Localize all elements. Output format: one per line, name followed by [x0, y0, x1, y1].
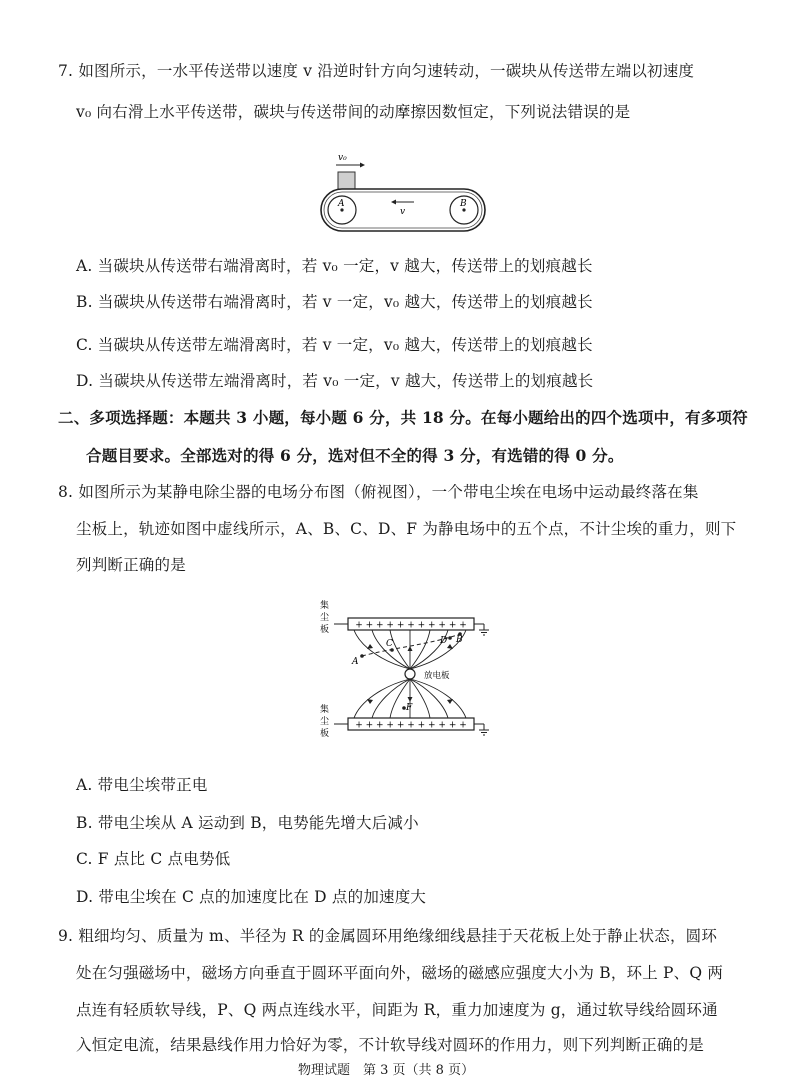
q7-conveyor-figure	[318, 146, 488, 234]
q7-option-c: C. 当碳块从传送带左端滑离时，若 v 一定，v₀ 越大，传送带上的划痕越长	[76, 336, 593, 354]
q8-stem-line2: 尘板上，轨迹如图中虚线所示，A、B、C、D、F 为静电场中的五个点，不计尘埃的重力，则下	[76, 520, 737, 538]
q8-option-c: C. F 点比 C 点电势低	[76, 850, 231, 868]
q7-stem-line1: 7. 如图所示，一水平传送带以速度 v 沿逆时针方向匀速转动，一碳块从传送带左端以初速度	[58, 62, 695, 80]
q8-option-a: A. 带电尘埃带正电	[76, 776, 208, 794]
q7-stem-line2: v₀ 向右滑上水平传送带，碳块与传送带间的动摩擦因数恒定，下列说法错误的是	[76, 103, 631, 121]
page-footer: 物理试题 第 3 页（共 8 页）	[298, 1063, 475, 1078]
bottom-plate-plus-signs: + + + + + + + + + + +	[355, 720, 467, 731]
q9-stem-line2: 处在匀强磁场中，磁场方向垂直于圆环平面向外，磁场的磁感应强度大小为 B，环上 P、Q 两	[76, 964, 724, 982]
section2-heading-line2: 合题目要求。全部选对的得 6 分，选对但不全的得 3 分，有选错的得 0 分。	[86, 446, 624, 465]
carbon-block	[338, 172, 355, 189]
q8-point-f: F	[406, 703, 413, 713]
q7-pulley-a-label: A	[338, 199, 345, 209]
q7-belt-speed-label: v	[400, 207, 406, 217]
q8-top-plate-label-3: 板	[320, 625, 330, 635]
q7-v0-label: v₀	[338, 153, 347, 163]
q7-option-a: A. 当碳块从传送带右端滑离时，若 v₀ 一定，v 越大，传送带上的划痕越长	[76, 257, 593, 275]
q8-point-c: C	[386, 639, 393, 649]
q8-point-d: D	[440, 636, 448, 646]
q8-stem-line3: 列判断正确的是	[76, 556, 186, 574]
section2-heading-line1: 二、多项选择题：本题共 3 小题，每小题 6 分，共 18 分。在每小题给出的四个选项中，有多项符	[58, 408, 748, 427]
top-plate-plus-signs: + + + + + + + + + + +	[355, 620, 467, 631]
q8-bottom-plate-label-2: 尘	[320, 717, 330, 727]
q8-point-b: B	[456, 635, 463, 645]
discharge-electrode	[405, 669, 415, 679]
q7-pulley-b-label: B	[460, 199, 467, 209]
q8-top-plate-label-1: 集	[320, 601, 330, 611]
q9-stem-line3: 点连有轻质软导线，P、Q 两点连线水平，间距为 R，重力加速度为 g，通过软导线给圆环通	[76, 1001, 718, 1019]
q8-stem-line1: 8. 如图所示为某静电除尘器的电场分布图（俯视图），一个带电尘埃在电场中运动最终落在集	[58, 483, 699, 501]
q8-option-d: D. 带电尘埃在 C 点的加速度比在 D 点的加速度大	[76, 888, 427, 906]
q9-stem-line1: 9. 粗细均匀、质量为 m、半径为 R 的金属圆环用绝缘细线悬挂于天花板上处于静止状态，圆环	[58, 927, 718, 945]
q8-point-a: A	[352, 657, 359, 667]
q8-discharge-label: 放电板	[424, 671, 450, 681]
q8-bottom-plate-label-3: 板	[320, 729, 330, 739]
q9-stem-line4: 入恒定电流，结果悬线作用力恰好为零，不计软导线对圆环的作用力，则下列判断正确的是	[76, 1036, 705, 1054]
q8-precipitator-figure	[312, 594, 498, 744]
q8-option-b: B. 带电尘埃从 A 运动到 B，电势能先增大后减小	[76, 814, 419, 832]
q8-top-plate-label-2: 尘	[320, 613, 330, 623]
q7-option-b: B. 当碳块从传送带右端滑离时，若 v 一定，v₀ 越大，传送带上的划痕越长	[76, 293, 593, 311]
q7-option-d: D. 当碳块从传送带左端滑离时，若 v₀ 一定，v 越大，传送带上的划痕越长	[76, 372, 594, 390]
q8-bottom-plate-label-1: 集	[320, 705, 330, 715]
